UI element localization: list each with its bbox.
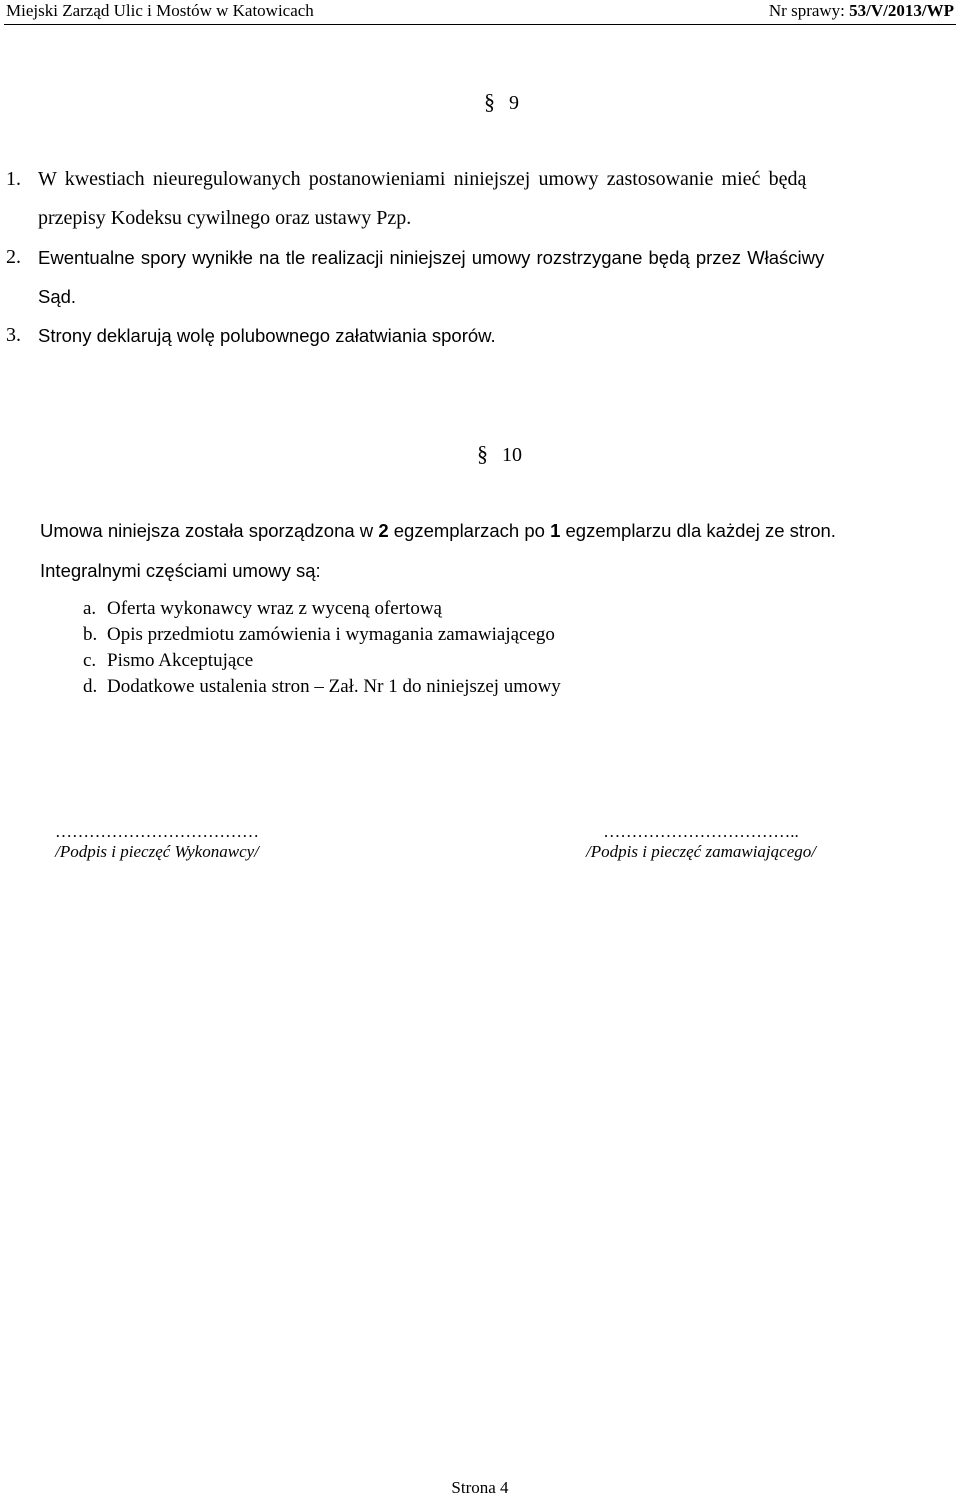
list-item [83, 648, 561, 674]
item-number: 2. [6, 246, 21, 268]
section-9-item-2 [6, 238, 956, 316]
copies-text: egzemplarzach po [388, 520, 551, 541]
list-item [83, 622, 561, 648]
item-number: 3. [6, 324, 21, 346]
item-line: Strony deklarują wolę polubownego załatwiania sporów. [38, 325, 496, 346]
item-number: 1. [6, 168, 21, 190]
section-9-item-3 [6, 316, 956, 355]
header-case-number [769, 0, 954, 22]
page-header [0, 0, 960, 22]
copies-count: 2 [378, 520, 389, 541]
item-line: W kwestiach nieuregulowanych postanowieniami niniejszej umowy zastosowanie mieć będą [38, 168, 807, 190]
list-marker: d. [83, 676, 98, 697]
section-10-heading [477, 442, 522, 467]
copies-per-party: 1 [550, 520, 561, 541]
section-9-heading [484, 90, 519, 115]
header-rule [4, 24, 956, 25]
attachments-list [83, 596, 561, 700]
section-sign-icon: § [477, 441, 488, 466]
list-item-text: Opis przedmiotu zamówienia i wymagania zamawiającego [107, 624, 555, 645]
contractor-signature [22, 822, 292, 862]
section-sign-icon: § [484, 89, 495, 114]
list-item [83, 596, 561, 622]
list-marker: c. [83, 650, 97, 671]
signature-line: ……………………………… [55, 822, 259, 841]
list-marker: a. [83, 598, 97, 619]
signature-label: /Podpis i pieczęć Wykonawcy/ [55, 842, 259, 861]
header-organization: Miejski Zarząd Ulic i Mostów w Katowicach [6, 1, 314, 20]
copies-text: Umowa niniejsza została sporządzona w [40, 520, 379, 541]
list-item-text: Oferta wykonawcy wraz z wyceną ofertową [107, 598, 442, 619]
section-number: 9 [509, 92, 519, 114]
page-number: Strona 4 [451, 1478, 509, 1497]
item-line: Sąd. [38, 286, 77, 307]
copies-statement [40, 518, 836, 544]
copies-text: egzemplarzu dla każdej ze stron. [560, 520, 836, 541]
section-number: 10 [502, 444, 522, 466]
list-marker: b. [83, 624, 98, 645]
signature-line: …………………………….. [603, 822, 799, 841]
item-line: Ewentualne spory wynikłe na tle realizacji niniejszej umowy rozstrzygane będą przez Właściwy [38, 247, 825, 268]
list-item [83, 674, 561, 700]
case-number-label: Nr sprawy: [768, 1, 850, 20]
list-item-text: Pismo Akceptujące [107, 650, 254, 671]
integral-parts-label: Integralnymi częściami umowy są: [40, 560, 321, 581]
signature-label: /Podpis i pieczęć zamawiającego/ [586, 842, 816, 861]
client-signature [546, 822, 856, 862]
case-number-value: 53/V/2013/WP [849, 1, 954, 20]
list-item-text: Dodatkowe ustalenia stron – Zał. Nr 1 do niniejszej umowy [107, 676, 561, 697]
section-9-item-1 [6, 160, 956, 238]
item-line: przepisy Kodeksu cywilnego oraz ustawy Pzp. [38, 207, 412, 229]
